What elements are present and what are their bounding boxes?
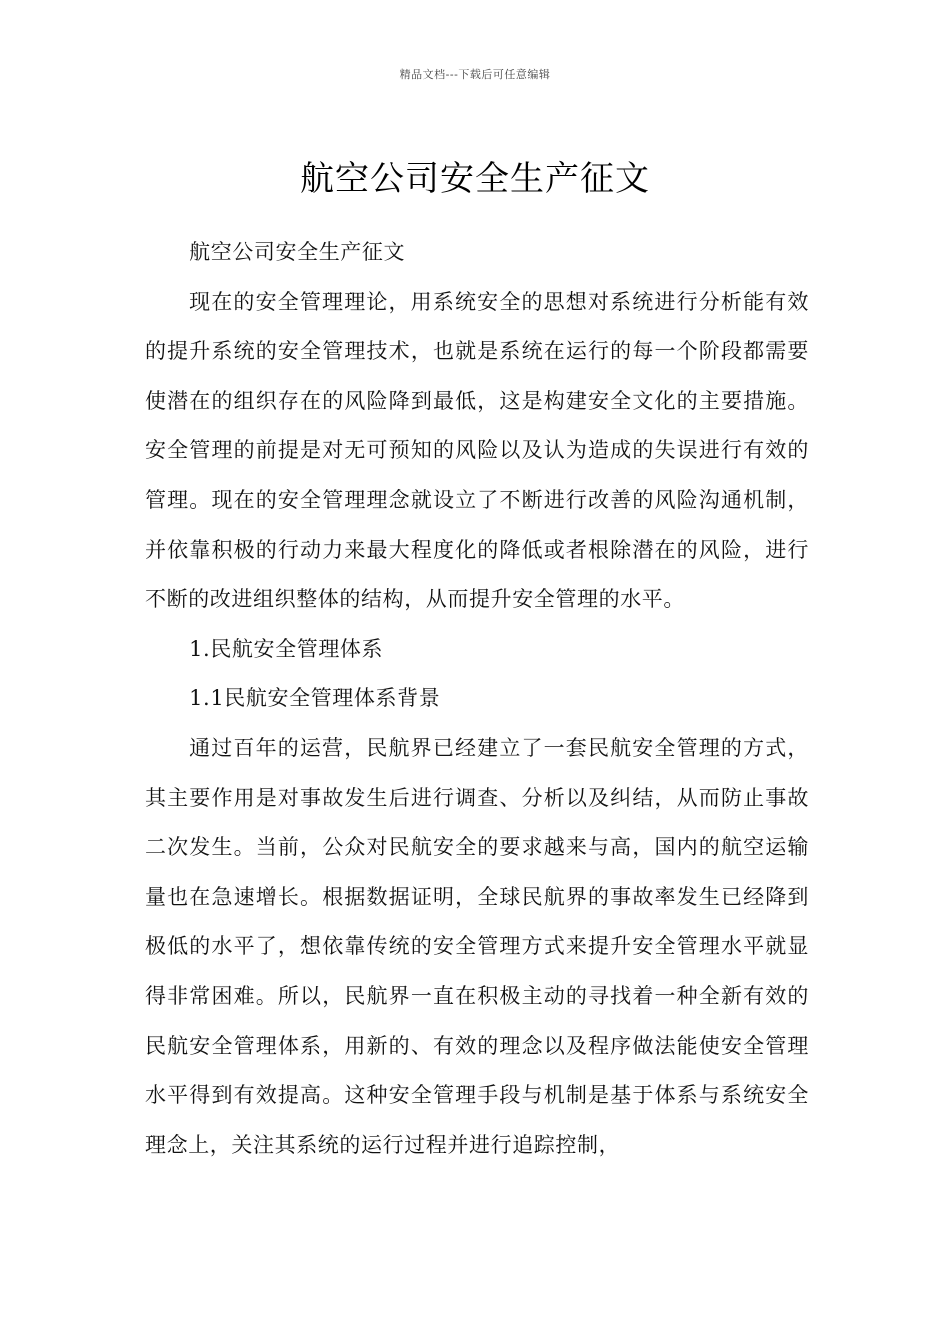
header-watermark: 精品文档---下载后可任意编辑: [399, 68, 551, 81]
body-paragraph-background: 通过百年的运营，民航界已经建立了一套民航安全管理的方式，其主要作用是对事故发生后进行调查、分析以及纠结，从而防止事故二次发生。当前，公众对民航安全的要求越来与高，国内的航空运输量也在急速增长。根据数据证明，全球民航界的事故率发生已经降到极低的水平了，想依靠传统的安全管理方式来提升安全管理水平就显得非常困难。所以，民航界一直在积极主动的寻找着一种全新有效的民航安全管理体系，用新的、有效的理念以及程序做法能使安全管理水平得到有效提高。这种安全管理手段与机制是基于体系与系统安全理念上，关注其系统的运行过程并进行追踪控制，: [145, 735, 809, 1157]
document-body: [145, 228, 809, 1170]
body-paragraph-intro: 现在的安全管理理论，用系统安全的思想对系统进行分析能有效的提升系统的安全管理技术，也就是系统在运行的每一个阶段都需要使潜在的组织存在的风险降到最低，这是构建安全文化的主要措施。安全管理的前提是对无可预知的风险以及认为造成的失误进行有效的管理。现在的安全管理理念就设立了不断进行改善的风险沟通机制，并依靠积极的行动力来最大程度化的降低或者根除潜在的风险，进行不断的改进组织整体的结构，从而提升安全管理的水平。: [145, 289, 809, 612]
body-paragraph-subtitle: 航空公司安全生产征文: [189, 240, 406, 264]
section-heading-1-1: 1.1民航安全管理体系背景: [189, 686, 441, 711]
document-title: 航空公司安全生产征文: [300, 158, 650, 199]
section-heading-1: 1.民航安全管理体系: [189, 636, 384, 661]
